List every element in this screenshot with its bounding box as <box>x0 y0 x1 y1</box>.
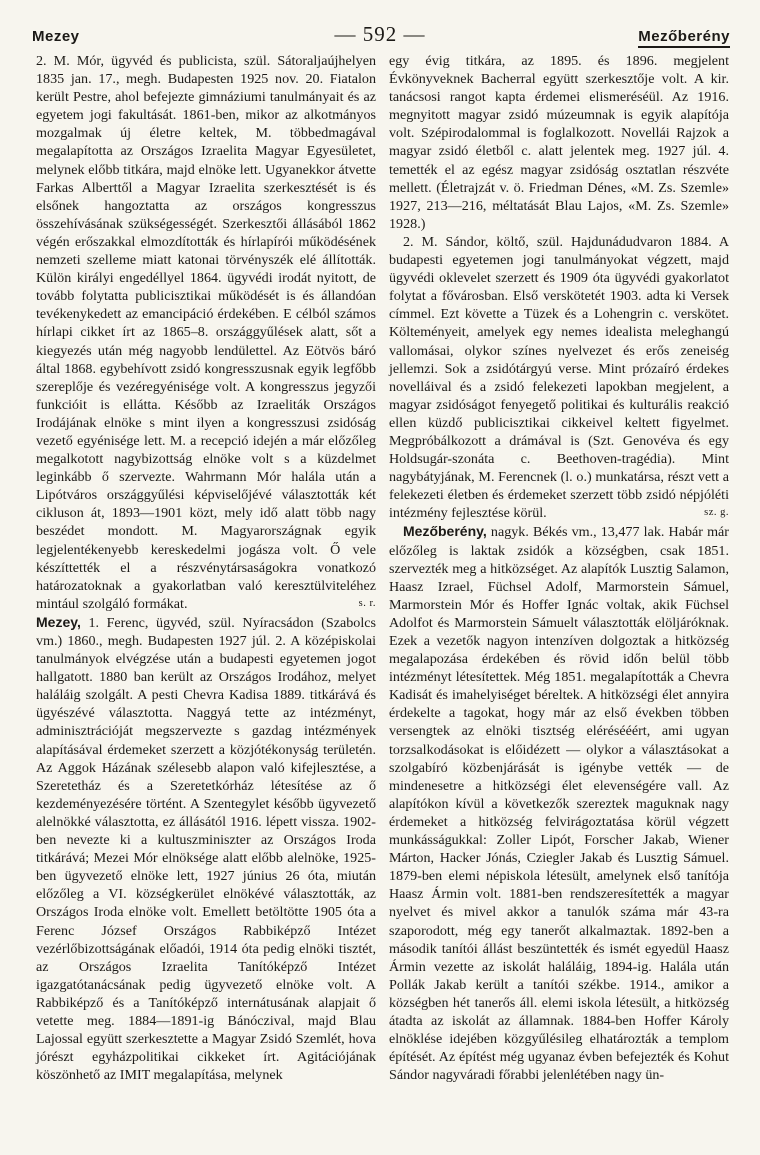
entry-continuation <box>389 52 729 233</box>
entry-text: egy évig titkára, az 1895. és 1896. megjelent Évkönyveknek Bacherral együtt szerkesztője volt. A kir. tanácsosi rangot kapta érdemei elismeréséül. Az 1916. megnyitott magyar zsidó múzeumnak is egyik alapítója volt. Szépirodalommal is foglalkozott. Novellái Rajzok a magyar zsidó életből c. alatt jelentek meg. 1927 júl. 4. temették el az egész magyar zsidóság osztatlan részvéte mellett. (Életrajzát v. ö. Friedman Dénes, «M. Zs. Szemle» 1927, 213—216, méltatását Blau Lajos, «M. Zs. Szemle» 1928.) <box>389 53 729 232</box>
entry-headword: Mezőberény, <box>403 523 487 540</box>
entry-text: 1. Ferenc, ügyvéd, szül. Nyíracsádon (Szabolcs vm.) 1860., megh. Budapesten 1927 júl. 2. A középiskolai tanulmányok elvégzése után a budapesti egyetemen jogot hallgatott. 1880 ban került az Országos Irodához, melyet haláláig szolgált. A pesti Chevra Kadisa 1889. titkárává és ügyészévé választotta. Naggyá tette az intézményt, adminisztrációját megszervezte s gazdag intézmények alapításával érdemeket szerzett a közjótékonyság területén. Az Aggok Házának szélesebb alapon való kifejlesztése, a Szeretetház és a Szeretetkórház létesítése az ő kezdeményezésére történt. A Szentegylet később ügyvezető alelnökké választotta, ez állásától 1916. lépett vissza. 1902-ben nevezte ki a kultuszminiszter az Országos Iroda titkárává; Mezei Mór elnöksége alatt előbb alelnöke, 1925-ben ügyvezető elnöke lett, 1927 június 26 óta, miután előzőleg a VI. községkerület elnökévé választották, az Országos Iroda elnöke volt. Emellett betöltötte 1905 óta a Ferenc József Országos Rabbiképző Intézet vezérlőbizottságának előadói, 1914 óta pedig elnöki tisztét, az Országos Izraelita Tanítóképző Intézet igazgatótanácsának pedig ügyvezető elnöke volt. A Rabbiképző és a Tanítóképző internátusának alapjait ő vetette meg. 1884—1891-ig Bánóczival, majd Blau Lajossal együtt szerkesztette a Magyar Zsidó Szemlét, hova jórészt egyházpolitikai cikkeket írt. Agitációjának köszönhető az IMIT megalapítása, melynek <box>36 614 376 1084</box>
entry-mezobereny <box>389 522 729 1084</box>
entry-text: 2. M. Mór, ügyvéd és publicista, szül. Sátoraljaújhelyen 1835 jan. 17., megh. Budapesten 1925 nov. 20. Fiatalon került Pestre, ahol befejezte gimnáziumi tanulmányait és az egyetem jogi fakultását. 1861-ben, mikor az alkotmányos mozgalmak új életre keltek, M. többedmagával megalapította az Országos Izraelita Magyar Egyesületet, melynek előbb titkára, majd elnöke lett. Ugyanekkor átvette Farkas Alberttől a Magyar Izraelita szerkesztését is és elsőnek hangoztatta az országos kongresszus összehívásának szükségességét. Szerkesztői állásából 1862 végén erőszakkal elmozdították és hírlapírói működésének nemzeti szelleme miatt katonai törvényszék elé állították. Külön királyi engedéllyel 1864. ügyvédi irodát nyitott, de tovább folytatta publicisztikai működését is és állandóan tevékenykedett az emancipáció érdekében. E célból számos hírlapi cikket írt az 1865–8. országgyűlések alatt, sőt a kiegyezés után még nagyobb lendülettel. Az Eötvös báró által 1868. egybehívott zsidó kongresszusnak egyik legfőbb szereplője és vezéregyénisége volt. A kongresszus jegyzői funkcióit is ellátta. Később az Izraeliták Országos Irodájának elnöke s mint ilyen a kongresszusi zsidóság vezető egyénisége lett. M. a recepció idején a már előzőleg megalkotott nagybizottság elnöke volt s a küzdelmet leginkább ő szervezte. Wahrmann Mór halála után a Lipótváros országgyűlési képviselőjévé választották két cikluson át, 1893—1901 közt, mely idő alatt több nagy beszédet mondott. M. Magyarországnak egyik legjelentékenyebb kereskedelmi jogásza volt. Ő vele készíttették el a részvénytársaságokra vonatkozó határozatoknak a gyakorlatban való keresztülviteléhez mintául szolgáló formákat. <box>36 53 376 612</box>
entry-mezey-sandor <box>389 233 729 523</box>
right-column <box>389 52 729 1084</box>
entry-headword: Mezey, <box>36 613 81 630</box>
entry-mezey-mor <box>36 52 376 613</box>
running-head-right: Mezőberény <box>638 28 730 48</box>
page-header <box>30 22 730 48</box>
entry-text: 2. M. Sándor, költő, szül. Hajdunádudvaron 1884. A budapesti egyetemen jogi tanulmányokat végzett, majd ügyvédi oklevelet szerzett és 1909 óta ügyvédi gyakorlatot folytat a fővárosban. Első verskötetét 1903. adta ki Versek címmel. Ezt követte a Tüzek és a Lohengrin c. verskötet. Költeményeit, amelyek egy nemes idealista meleghangú vallomásai, olykor színes nyelvezet és erős zeneiség jellemzi. Sok a zsidótárgyú verse. Mint prózaíró érdekes novelláival és a zsidó felekezeti lapokban megjelent, a magyar zsidóságot fenyegető politikai és kulturális reakció ellen küzdő publicisztikai cikkeivel keltett figyelmet. Megpróbálkozott a drámával is (Szt. Genovéva és egy Holdsugár-szonáta c. Beethoven-tragédia). Mint nagybátyjának, M. Ferencnek (l. o.) munkatársa, részt vett a felekezeti életben és érdemeket szerzett több zsidó népjóléti intézmény fejlesztése körül. <box>389 233 729 522</box>
author-signature: sz. g. <box>704 507 729 519</box>
left-column <box>36 52 376 1084</box>
page-number: — 592 — <box>334 22 426 46</box>
entry-mezey-ferenc <box>36 613 376 1084</box>
column-divider <box>381 52 382 1132</box>
entry-text: nagyk. Békés vm., 13,477 lak. Habár már előzőleg is laktak zsidók a községben, csak 1851. szervezték meg a hitközséget. Az alapítók Lusztig Salamon, Haasz Izrael, Füchsel Adolf, Marmorstein Sámuel, Marmorstein Mór és Hoffer Ignác voltak, akik Füchsel Adolfot és Marmorstein Sámuelt választották elöljáróknak. Ezek a vezetők nagyon intenzíven dolgoztak a hitközség megalapozása érdekében és rövid időn belül több intézményt létesítettek. Még 1851. megalapították a Chevra Kadisát és imahelyiséget béreltek. A hitközségi élet annyira érdekelte a tagokat, hogy már az első években többen versengtek az elnöki tisztség elérésééért, ami ugyan torzsalkodásokat is előidézett — olykor a választásokat a szolgabíró közbenjárását is igénybe vették — de mindenesetre a hitközségi élet elevenségére vall. Az alapítókon kívül a következők szereztek maguknak nagy érdemeket a hitközség felvirágoztatása körül végzett munkásságukkal: Zoller Lipót, Forscher Jakab, Wiener Márton, Hacker Jónás, Cziegler Jakab és Lusztig Sámuel. 1879-ben elemi népiskola létesült, amelynek első tanítója Haasz Ármin volt. 1881-ben rendszeresítették a magyar nyelvet és mivel akkor a tanulók száma már 43-ra szaporodott, még egy tanerőt alkalmaztak. 1892-ben a második tanítói állást beszüntették és ismét egyedül Haasz Ármin vezette az iskolát haláláig, 1894-ig. Halála után Pollák Jakab került a tanítói székbe. 1914., amikor a községben hét tanerős áll. elemi iskola létesült, a hitközség átadta az iskolát az államnak. 1884-ben Hoffer Károly elnöklése idejében közgyűlésileg elhatározták a templom építését. Az építést még ugyanaz évben befejezték és Kohut Sándor nagyváradi főrabbi jelenlétében nagy ün- <box>389 524 729 1084</box>
author-signature: s. r. <box>358 597 376 609</box>
running-head-left: Mezey <box>32 28 80 45</box>
